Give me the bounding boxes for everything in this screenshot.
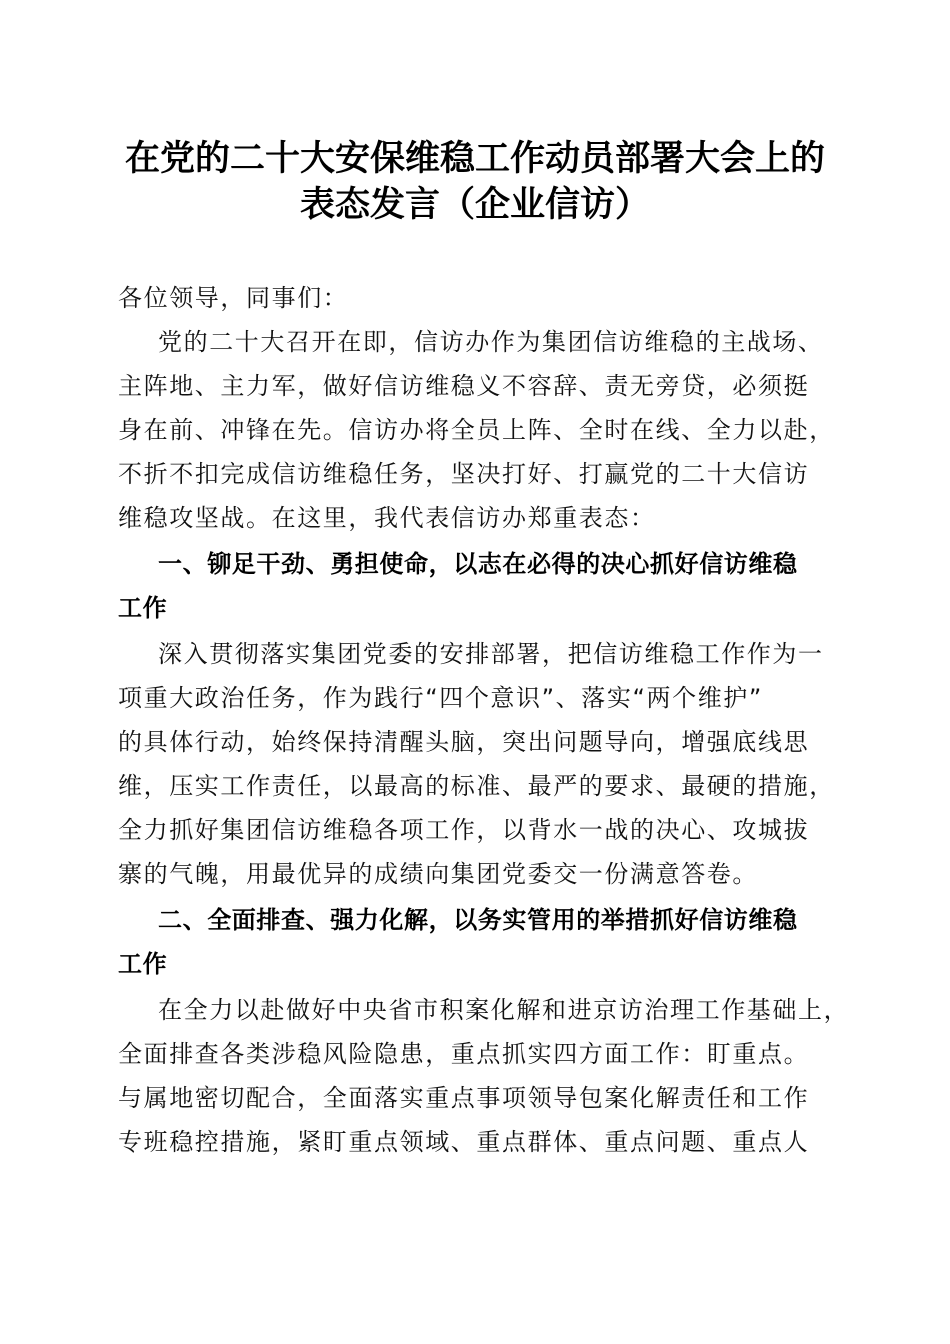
section-1-body-line: 项重大政治任务，作为践行“四个意识”、落实“两个维护” [118,684,763,712]
intro-line: 维稳攻坚战。在这里，我代表信访办郑重表态： [118,504,656,532]
intro-line: 主阵地、主力军，做好信访维稳义不容辞、责无旁贷，必须挺 [118,372,810,400]
section-1-body-line: 维，压实工作责任，以最高的标准、最严的要求、最硬的措施， [118,772,835,800]
section-2-body-line: 在全力以赴做好中央省市积案化解和进京访治理工作基础上， [158,996,850,1024]
document-title-line-1: 在党的二十大安保维稳工作动员部署大会上的 [124,138,825,179]
salutation: 各位领导，同事们： [118,284,349,312]
section-1-body-line: 全力抓好集团信访维稳各项工作，以背水一战的决心、攻城拔 [118,816,810,844]
section-1-body-line: 的具体行动，始终保持清醒头脑，突出问题导向，增强底线思 [118,728,810,756]
section-1-body-line: 深入贯彻落实集团党委的安排部署，把信访维稳工作作为一 [158,640,824,668]
section-1-body-line: 寨的气魄，用最优异的成绩向集团党委交一份满意答卷。 [118,860,758,888]
document-title-line-2: 表态发言（企业信访） [299,184,650,225]
section-1-heading: 一、铆足干劲、勇担使命，以志在必得的决心抓好信访维稳 [158,550,798,578]
section-1-heading-cont: 工作 [118,594,168,622]
section-2-body-line: 与属地密切配合，全面落实重点事项领导包案化解责任和工作 [118,1084,810,1112]
intro-line: 党的二十大召开在即，信访办作为集团信访维稳的主战场、 [158,328,824,356]
section-2-heading: 二、全面排查、强力化解，以务实管用的举措抓好信访维稳 [158,906,798,934]
intro-line: 身在前、冲锋在先。信访办将全员上阵、全时在线、全力以赴， [118,416,835,444]
intro-line: 不折不扣完成信访维稳任务，坚决打好、打赢党的二十大信访 [118,460,810,488]
section-2-heading-cont: 工作 [118,950,168,978]
section-2-body-line: 全面排查各类涉稳风险隐患，重点抓实四方面工作：盯重点。 [118,1040,810,1068]
section-2-body-line: 专班稳控措施，紧盯重点领域、重点群体、重点问题、重点人 [118,1128,810,1156]
